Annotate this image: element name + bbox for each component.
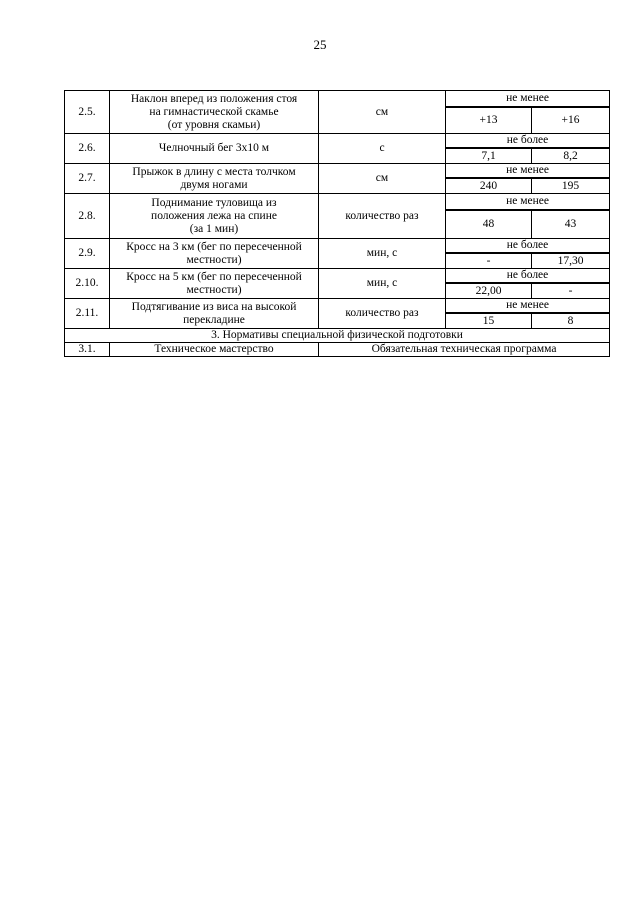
unit-cell: количество раз	[319, 194, 446, 239]
value-2: 8	[532, 313, 610, 329]
value-1: 48	[446, 210, 532, 239]
value-2: 17,30	[532, 253, 610, 269]
value-2: 195	[532, 178, 610, 194]
requirement-cell: Обязательная техническая программа	[319, 343, 610, 357]
value-1: +13	[446, 107, 532, 134]
exercise-name: Поднимание туловища из положения лежа на спине (за 1 мин)	[110, 194, 319, 239]
row-number: 2.11.	[65, 299, 110, 329]
norm-label: не менее	[446, 91, 610, 107]
value-2: 8,2	[532, 148, 610, 164]
value-1: 7,1	[446, 148, 532, 164]
row-number: 3.1.	[65, 343, 110, 357]
norm-label: не более	[446, 134, 610, 149]
page-number: 25	[313, 37, 327, 52]
row-number: 2.7.	[65, 164, 110, 194]
norm-label: не более	[446, 239, 610, 254]
row-number: 2.8.	[65, 194, 110, 239]
value-2: +16	[532, 107, 610, 134]
value-1: 22,00	[446, 283, 532, 299]
unit-cell: см	[319, 91, 446, 134]
value-1: 240	[446, 178, 532, 194]
row-number: 2.10.	[65, 269, 110, 299]
norm-label: не менее	[446, 164, 610, 179]
row-number: 2.5.	[65, 91, 110, 134]
unit-cell: с	[319, 134, 446, 164]
unit-cell: см	[319, 164, 446, 194]
value-2: -	[532, 283, 610, 299]
unit-cell: мин, с	[319, 269, 446, 299]
norm-label: не менее	[446, 299, 610, 314]
exercise-name: Наклон вперед из положения стоя на гимнастической скамье (от уровня скамьи)	[110, 91, 319, 134]
exercise-name: Прыжок в длину с места толчком двумя ногами	[110, 164, 319, 194]
value-2: 43	[532, 210, 610, 239]
exercise-name: Кросс на 5 км (бег по пересеченной местности)	[110, 269, 319, 299]
exercise-name: Челночный бег 3х10 м	[110, 134, 319, 164]
norm-label: не более	[446, 269, 610, 284]
row-number: 2.9.	[65, 239, 110, 269]
value-1: -	[446, 253, 532, 269]
unit-cell: количество раз	[319, 299, 446, 329]
row-number: 2.6.	[65, 134, 110, 164]
norms-table	[64, 90, 610, 357]
exercise-name: Подтягивание из виса на высокой перекладине	[110, 299, 319, 329]
norm-label: не менее	[446, 194, 610, 210]
section-heading: 3. Нормативы специальной физической подготовки	[65, 329, 610, 343]
unit-cell: мин, с	[319, 239, 446, 269]
exercise-name: Техническое мастерство	[110, 343, 319, 357]
exercise-name: Кросс на 3 км (бег по пересеченной местности)	[110, 239, 319, 269]
value-1: 15	[446, 313, 532, 329]
